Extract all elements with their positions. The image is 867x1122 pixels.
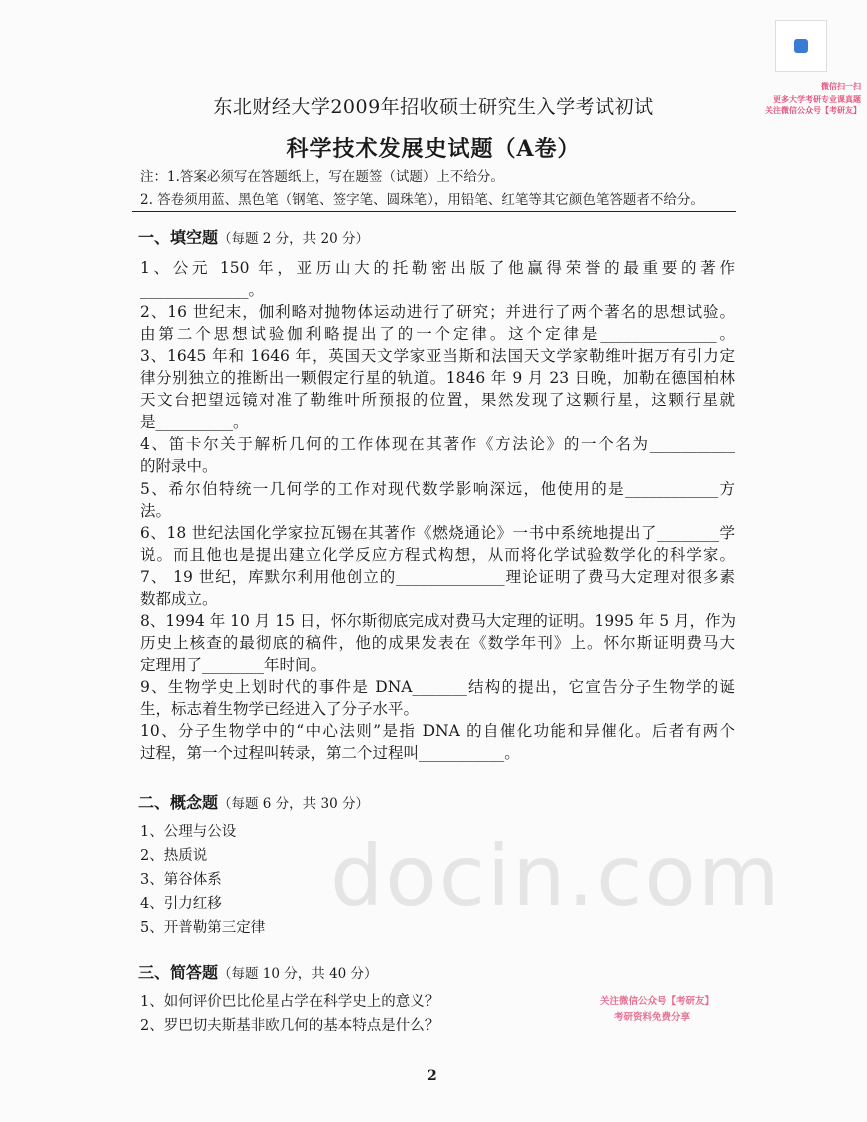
watermark: docin.com xyxy=(330,827,782,925)
question-item: 1、公理与公设 xyxy=(140,824,237,840)
divider xyxy=(132,211,736,212)
note-1: 注：1.答案必须写在答题纸上，写在题签（试题）上不给分。 xyxy=(140,169,504,185)
question-line: 历史上核查的最彻底的稿件，他的成果发表在《数学年刊》上。怀尔斯证明费马大 xyxy=(140,634,735,652)
question-line: 9、生物学史上划时代的事件是 DNA_______结构的提出，它宣告分子生物学的诞 xyxy=(140,678,735,696)
question-line: 由第二个思想试验伽利略提出了的一个定律。这个定律是_______________。 xyxy=(140,325,735,343)
logo-icon xyxy=(794,39,808,53)
qr-scan-label: 微信扫一扫 xyxy=(821,82,861,91)
qr-code xyxy=(775,20,827,72)
promo-overlay-1: 关注微信公众号【考研友】 xyxy=(600,996,715,1007)
question-line: 4、笛卡尔关于解析几何的工作体现在其著作《方法论》的一个名为___________ xyxy=(140,435,735,453)
question-line: 是__________。 xyxy=(140,413,249,431)
question-line: 8、1994 年 10 月 15 日，怀尔斯彻底完成对费马大定理的证明。1995 年 5 月，作为 xyxy=(140,612,736,630)
page-title: 科学技术发展史试题（A卷） xyxy=(286,136,581,162)
question-line: 6、18 世纪法国化学家拉瓦锡在其著作《燃烧通论》一书中系统地提出了________学 xyxy=(140,524,735,542)
question-line: 说。而且他也是提出建立化学反应方程式构想，从而将化学试验数学化的科学家。 xyxy=(140,546,735,564)
question-item: 3、第谷体系 xyxy=(140,872,222,888)
question-line: 10、分子生物学中的“中心法则”是指 DNA 的自催化功能和异催化。后者有两个 xyxy=(140,722,735,740)
section-2-score: （每题 6 分，共 30 分） xyxy=(218,796,369,812)
question-line: 1、公元 150 年，亚历山大的托勒密出版了他赢得荣誉的最重要的著作 xyxy=(140,259,735,277)
question-item: 2、热质说 xyxy=(140,848,208,864)
question-line: 定理用了________年时间。 xyxy=(140,656,327,674)
question-line: 数都成立。 xyxy=(140,590,218,608)
question-line: 法。 xyxy=(140,502,172,520)
question-item: 5、开普勒第三定律 xyxy=(140,920,266,936)
question-line: 过程，第一个过程叫转录，第二个过程叫___________。 xyxy=(140,744,520,762)
note-2: 2. 答卷须用蓝、黑色笔（钢笔、签字笔、圆珠笔），用铅笔、红笔等其它颜色笔答题者不给分。 xyxy=(140,192,704,208)
question-line: 2、16 世纪末，伽利略对抛物体运动进行了研究；并进行了两个著名的思想试验。 xyxy=(140,303,735,321)
exam-header: 东北财经大学2009年招收硕士研究生入学考试初试 xyxy=(213,96,654,118)
section-2-heading xyxy=(138,790,369,813)
qr-promo-line1: 更多大学考研专业课真题 xyxy=(773,95,861,104)
question-line: 生，标志着生物学已经进入了分子水平。 xyxy=(140,700,420,718)
qr-promo-line2: 关注微信公众号【考研友】 xyxy=(765,106,861,115)
section-3-score: （每题 10 分，共 40 分） xyxy=(218,966,378,982)
question-line: ______________。 xyxy=(140,281,265,299)
page-number: 2 xyxy=(427,1068,437,1084)
section-1-heading xyxy=(138,225,369,248)
question-line: 天文台把望远镜对准了勒维叶所预报的位置，果然发现了这颗行星，这颗行星就 xyxy=(140,391,735,409)
question-line: 律分别独立的推断出一颗假定行星的轨道。1846 年 9 月 23 日晚，加勒在德国柏林 xyxy=(140,369,735,387)
section-1-title: 一、填空题 xyxy=(138,228,219,247)
section-1-score: （每题 2 分，共 20 分） xyxy=(218,231,369,247)
question-line: 3、1645 年和 1646 年，英国天文学家亚当斯和法国天文学家勒维叶据万有引力定 xyxy=(140,347,735,365)
question-item: 1、如何评价巴比伦星占学在科学史上的意义？ xyxy=(140,994,440,1010)
question-line: 5、希尔伯特统一几何学的工作对现代数学影响深远，他使用的是____________方 xyxy=(140,480,735,498)
question-item: 2、罗巴切夫斯基非欧几何的基本特点是什么？ xyxy=(140,1018,440,1034)
question-line: 的附录中。 xyxy=(140,457,218,475)
question-item: 4、引力红移 xyxy=(140,896,222,912)
section-3-heading xyxy=(138,960,378,983)
section-3-title: 三、简答题 xyxy=(138,963,219,982)
promo-overlay-2: 考研资料免费分享 xyxy=(614,1012,691,1023)
section-2-title: 二、概念题 xyxy=(138,793,219,812)
question-line: 7、 19 世纪，库默尔利用他创立的______________理论证明了费马大定理对很多素 xyxy=(140,568,735,586)
